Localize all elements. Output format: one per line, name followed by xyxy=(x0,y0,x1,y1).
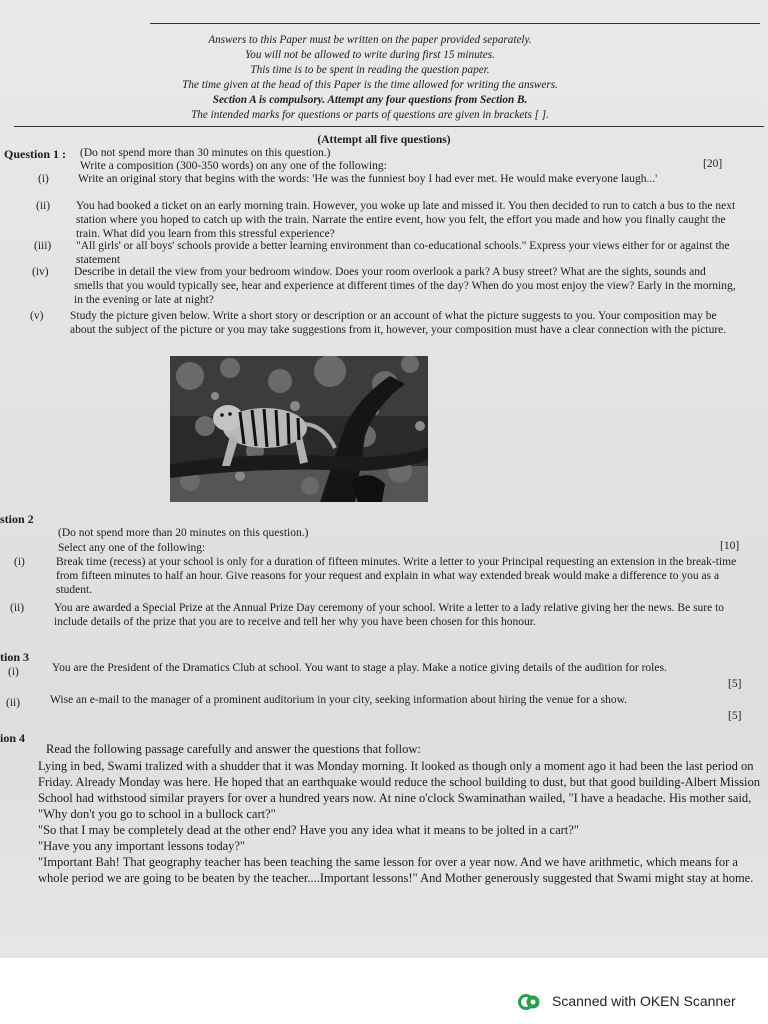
q1-instruction: Write a composition (300-350 words) on any one of the following: xyxy=(80,160,387,172)
q3-item-text: Wise an e-mail to the manager of a prominent auditorium in your city, seeking information about hiring the venue for a show. xyxy=(50,694,628,706)
q4-intro: Read the following passage carefully and answer the questions that follow: xyxy=(46,742,421,756)
instruction-line: Answers to this Paper must be written on the paper provided separately. xyxy=(208,34,532,46)
passage-paragraph: "So that I may be completely dead at the other end? Have you any idea what it means to be jolted in a cart?" xyxy=(38,823,579,837)
q1-item-text: Write an original story that begins with the words: 'He was the funniest boy I had ever met. He would make everyone laugh...' xyxy=(78,173,658,185)
q3-item-marks: [5] xyxy=(728,678,742,690)
q1-item-text: Describe in detail the view from your bedroom window. Does your room overlook a park? A busy street? What are the sights, sounds and smells that you would typically see, hear and experience at different times of the day? When do you most enjoy the view? Early in the morning, in the evening or late at night? xyxy=(74,266,736,306)
question-1-label: Question 1 : xyxy=(4,147,67,161)
question-2-label: stion 2 xyxy=(0,512,34,526)
passage-paragraph: "Important Bah! That geography teacher has been teaching the same lesson for over a year now. And we have arithmetic, which means for a whole period we are going to be beaten by the teacher....Important lessons!" And Mother generously suggested that Swami might stay at home. xyxy=(38,855,754,885)
q1-item-number: (ii) xyxy=(36,200,51,212)
tiger-picture xyxy=(170,356,428,502)
q1-item-number: (i) xyxy=(38,173,49,185)
instruction-line: This time is to be spent in reading the question paper. xyxy=(250,64,490,76)
q3-item-marks: [5] xyxy=(728,710,742,722)
q1-item-number: (iv) xyxy=(32,266,49,278)
q1-item-number: (v) xyxy=(30,310,44,322)
q1-item-text: You had booked a ticket on an early morning train. However, you woke up late and missed it. You then decided to run to catch a bus to the next station where you hoped to catch up with the train. Narrate the entire event, how you felt, the effort you made and how you finally caught the train. What did you learn from this stressful experience? xyxy=(76,200,736,240)
q2-item-text: You are awarded a Special Prize at the Annual Prize Day ceremony of your school. Write a letter to a lady relative giving her the news. Be sure to include details of the prize that you are to receive and tell her why you have been chosen for this honour. xyxy=(54,602,725,628)
passage-paragraph: "Have you any important lessons today?" xyxy=(38,839,246,853)
passage-paragraph: Lying in bed, Swami tralized with a shudder that it was Monday morning. It looked as though only a moment ago it had been the last period on Friday. Already Monday was here. He hoped that an earthquake would reduce the school building to dust, but that good building-Albert Mission School had withstood similar prayers for over a hundred years now. At nine o'clock Swaminathan wailed, "I have a headache. His mother said, "Why don't you go to school in a bullock cart?" xyxy=(38,759,760,821)
instruction-line: The time given at the head of this Paper is the time allowed for writing the answers. xyxy=(182,79,558,91)
question-3-label: tion 3 xyxy=(0,650,30,664)
q3-item-number: (ii) xyxy=(6,697,21,709)
q1-item-text: "All girls' or all boys' schools provide a better learning environment than co-educational schools." Express your views either for or against the statement xyxy=(76,240,730,266)
scanner-footer xyxy=(0,958,768,1024)
question-4-label: ion 4 xyxy=(0,731,26,745)
q2-item-number: (i) xyxy=(14,556,25,568)
instruction-line: The intended marks for questions or parts of questions are given in brackets [ ]. xyxy=(191,109,549,121)
instruction-line: You will not be allowed to write during first 15 minutes. xyxy=(245,49,495,61)
q1-item-number: (iii) xyxy=(34,240,52,252)
q2-item-text: Break time (recess) at your school is only for a duration of fifteen minutes. Write a letter to your Principal requesting an extension in the break-time from fifteen minutes to half an hour. Give reasons for your request and explain in what way extended break would make a difference to you as a student. xyxy=(56,556,737,596)
q3-item-text: You are the President of the Dramatics Club at school. You want to stage a play. Make a notice giving details of the audition for roles. xyxy=(52,662,667,674)
q4-passage xyxy=(38,758,764,886)
section-rule xyxy=(14,126,764,127)
instructions-block xyxy=(100,33,640,123)
q2-note: (Do not spend more than 20 minutes on this question.) xyxy=(58,527,309,539)
q1-item-text: Study the picture given below. Write a short story or description or an account of what the picture suggests to you. Your composition may be about the subject of the picture or you may take suggestions from it, however, your composition must have a clear connection with the picture. xyxy=(70,310,727,336)
q2-marks: [10] xyxy=(720,540,740,552)
q1-note: (Do not spend more than 30 minutes on this question.) xyxy=(80,147,331,159)
attempt-heading: (Attempt all five questions) xyxy=(317,134,451,146)
q2-instruction: Select any one of the following: xyxy=(58,542,206,554)
scanner-watermark-text: Scanned with OKEN Scanner xyxy=(552,993,736,1009)
q2-item-number: (ii) xyxy=(10,602,25,614)
oken-scanner-logo-icon xyxy=(518,992,540,1012)
q1-marks: [20] xyxy=(703,158,723,170)
instruction-line: Section A is compulsory. Attempt any four questions from Section B. xyxy=(212,94,528,106)
top-rule xyxy=(150,23,760,24)
q3-item-number: (i) xyxy=(8,666,19,678)
